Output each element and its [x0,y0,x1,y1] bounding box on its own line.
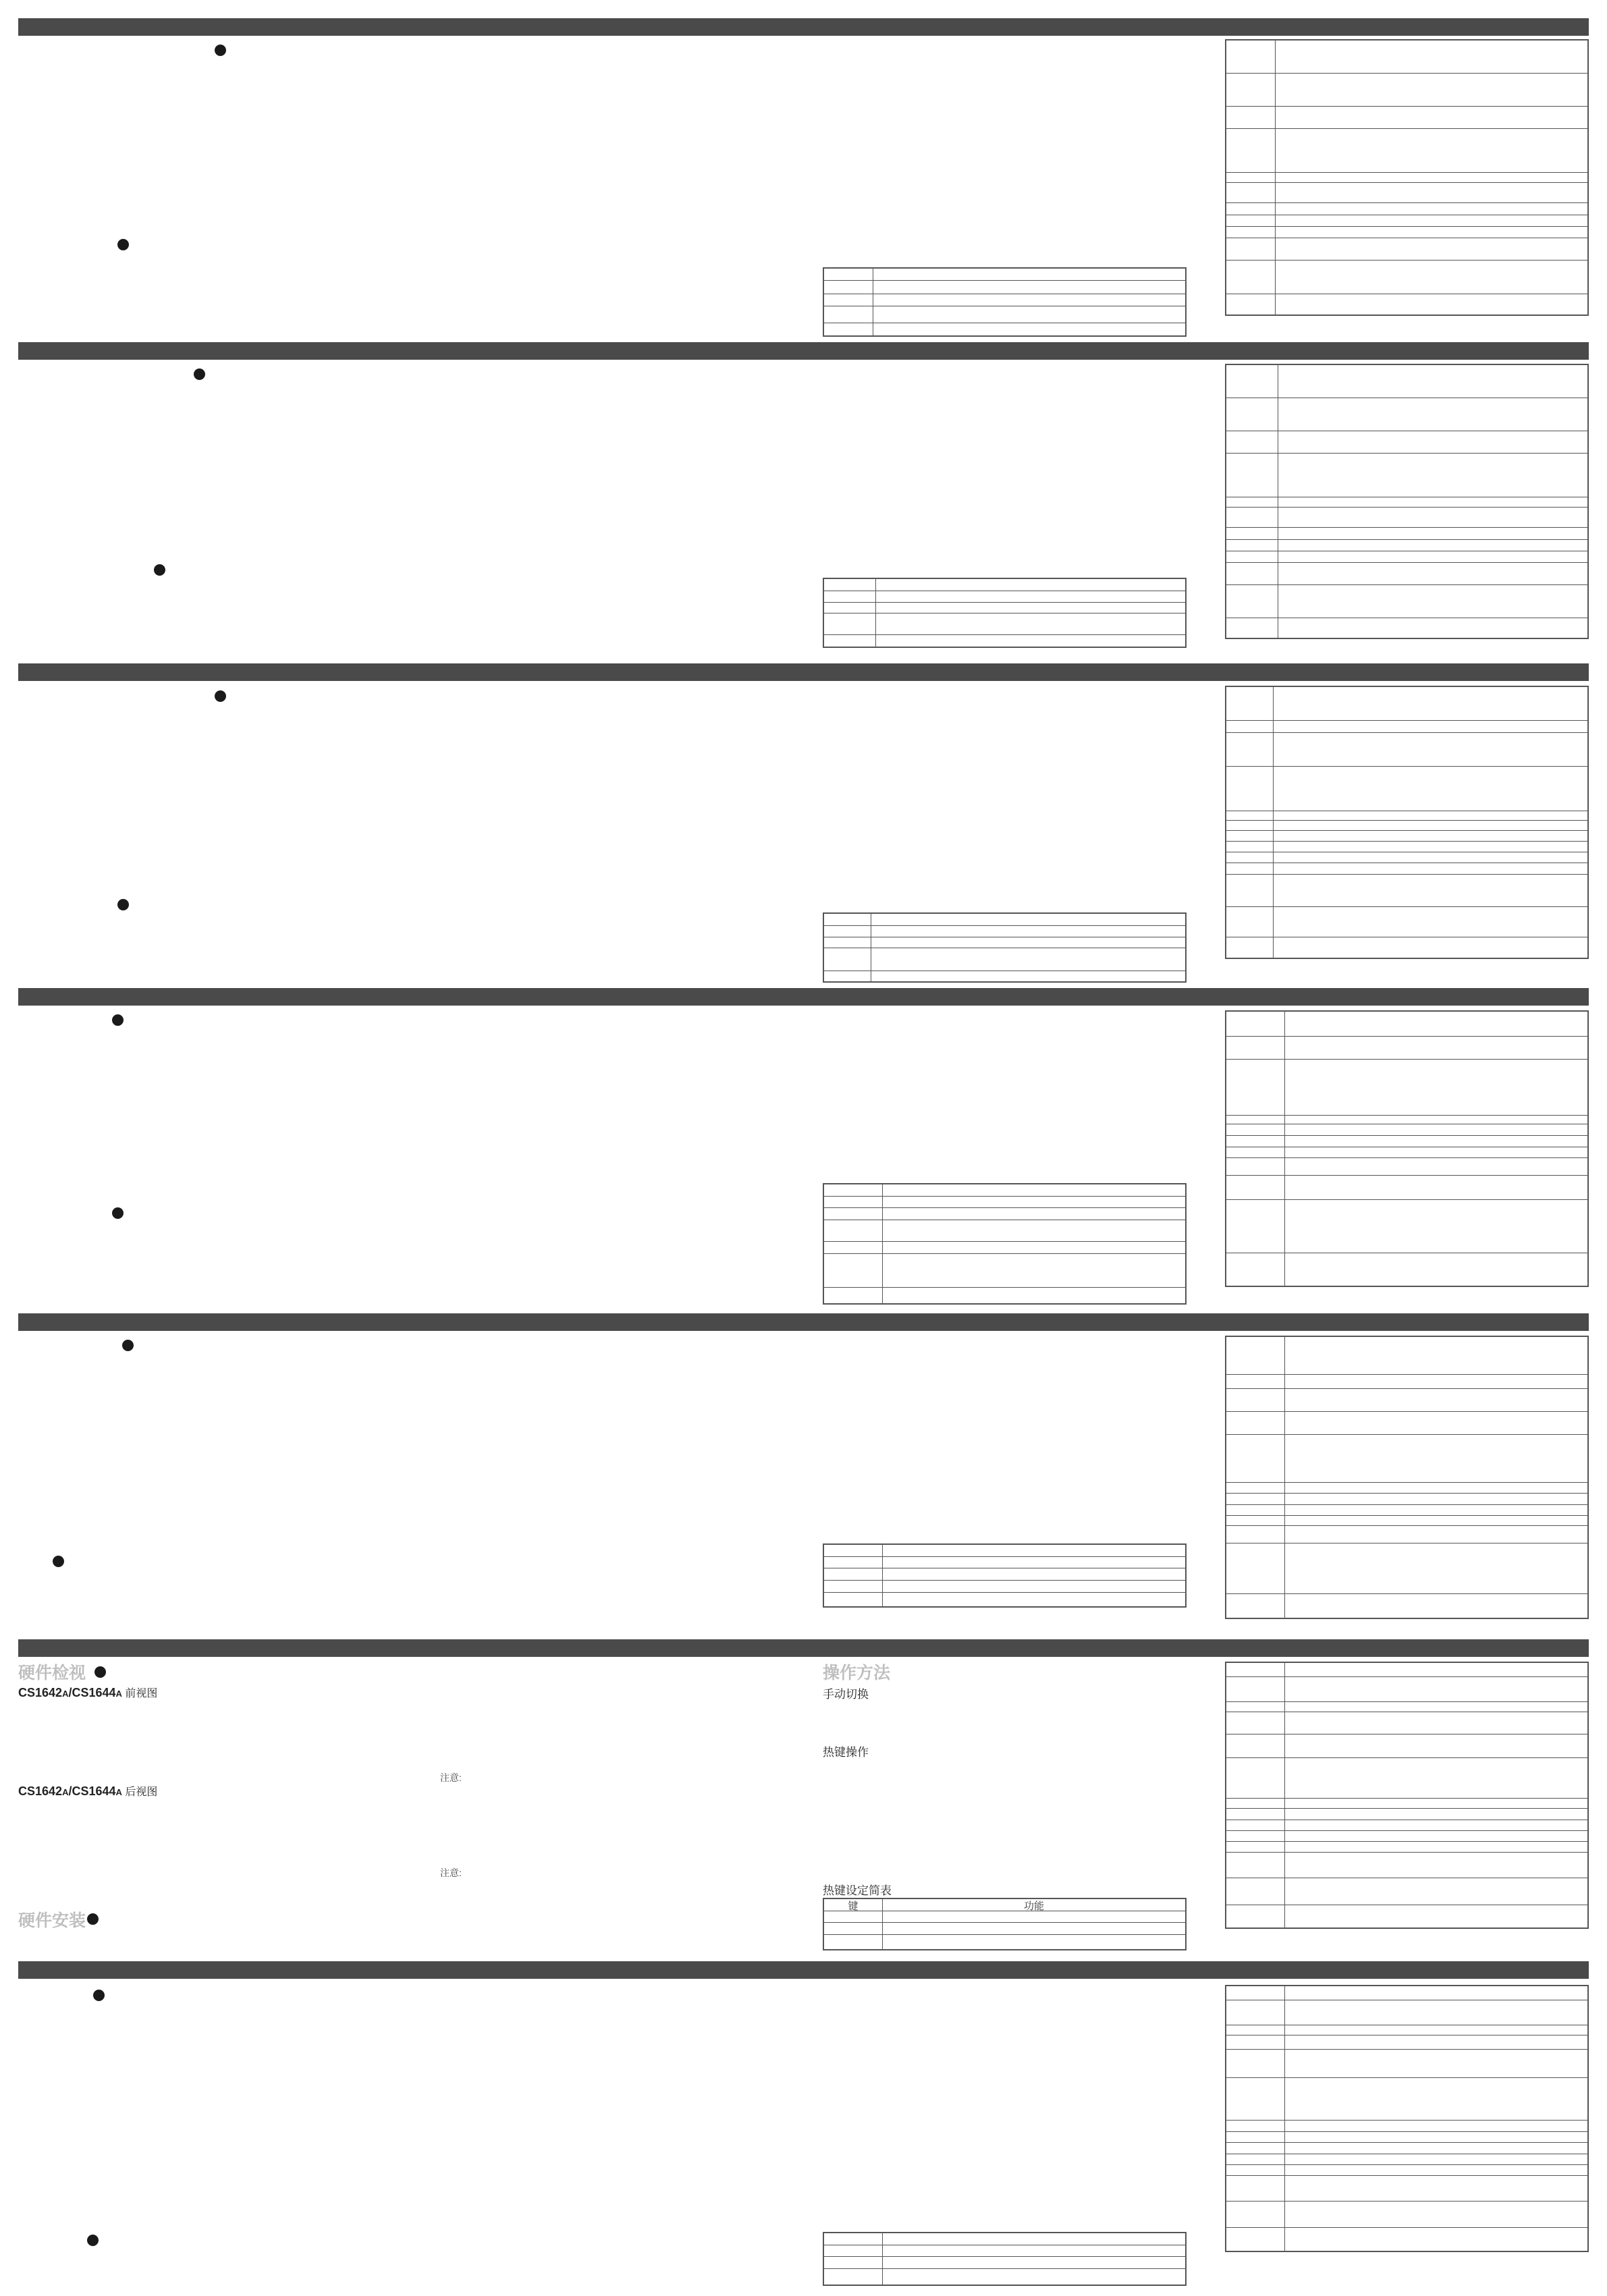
bullet-dot [215,45,226,56]
bullet-dot [117,239,129,250]
spec-table [1225,1985,1589,2252]
spec-table [1225,1336,1589,1619]
bullet-dot [112,1207,124,1219]
hardware-install-heading: 硬件安装 [18,1911,86,1930]
section-band-3 [18,663,1589,681]
rear-view-note-label: 注意: [440,1867,462,1878]
front-view-heading: CS1642A/CS1644A 前视图 [18,1686,158,1699]
front-view-note-label: 注意: [440,1772,462,1783]
bullet-dot [154,564,165,576]
manual-switch-heading: 手动切换 [823,1688,869,1701]
bullet-dot [215,690,226,702]
section-band-7 [18,1961,1589,1979]
section-band-2 [18,342,1589,360]
bullet-dot [122,1340,134,1351]
hotkey-table [823,267,1187,337]
section-band-6 [18,1639,1589,1657]
bullet-dot [87,1913,99,1925]
hardware-overview-heading: 硬件检视 [18,1664,86,1683]
section-band-4 [18,988,1589,1006]
bullet-dot [194,368,205,380]
hotkey-table [823,1183,1187,1305]
bullet-dot [87,2235,99,2246]
spec-table [1225,1662,1589,1929]
hotkey-table [823,2232,1187,2286]
hotkey-table-title: 热键设定简表 [823,1884,892,1897]
hotkey-operation-heading: 热键操作 [823,1746,869,1759]
spec-table [1225,39,1589,316]
spec-table [1225,364,1589,639]
hotkey-col-function: 功能 [1023,1901,1044,1912]
spec-table [1225,686,1589,959]
operation-heading: 操作方法 [823,1664,891,1683]
bullet-dot [94,1666,106,1678]
section-band-1 [18,18,1589,36]
bullet-dot [112,1014,124,1026]
bullet-dot [117,899,129,910]
spec-table [1225,1010,1589,1287]
bullet-dot [93,1990,105,2001]
bullet-dot [53,1556,64,1567]
hotkey-table [823,912,1187,983]
section-band-5 [18,1313,1589,1331]
hotkey-table [823,1543,1187,1608]
rear-view-heading: CS1642A/CS1644A 后视图 [18,1784,158,1798]
hotkey-col-key: 键 [848,1901,859,1912]
hotkey-table [823,578,1187,648]
